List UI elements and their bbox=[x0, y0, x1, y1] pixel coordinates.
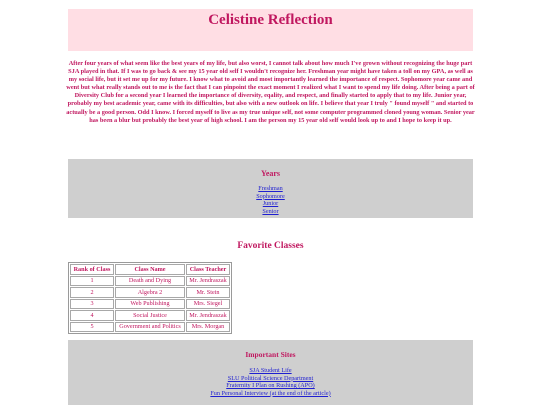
teacher-cell: Mr. Jendraszak bbox=[186, 310, 230, 321]
page-header bbox=[68, 9, 473, 51]
year-link-freshman[interactable]: Freshman bbox=[258, 185, 283, 192]
class-name-cell: Death and Dying bbox=[115, 276, 185, 287]
favorite-classes-table bbox=[68, 262, 232, 334]
teacher-cell: Mr. Jendraszak bbox=[186, 276, 230, 287]
table-row bbox=[70, 299, 230, 310]
rank-cell: 5 bbox=[70, 322, 114, 333]
class-name-cell: Algebra 2 bbox=[115, 287, 185, 298]
year-link-sophomore[interactable]: Sophomore bbox=[256, 192, 285, 200]
table-row bbox=[70, 310, 230, 321]
teacher-cell: Mrs. Siegel bbox=[186, 299, 230, 310]
site-link-personal-interview[interactable]: Fun Personal Interview (at the end of the article) bbox=[210, 389, 331, 397]
favorite-classes-heading: Favorite Classes bbox=[237, 241, 304, 251]
teacher-cell: Mrs. Morgan bbox=[186, 322, 230, 333]
teacher-cell: Mr. Stein bbox=[186, 287, 230, 298]
reflection-essay: After four years of what seem like the best years of my life, but also worst, I cannot talk about how much I've grown without recognizing the huge part SJA played in that. If I was to go back & see my 15 year old self I wouldn't recognize her. Freshman year might have taken a toll on my GPA, as well as my social life, but it set me up for my future. I know what to avoid and most importantly learned the importance of respect. Sophomore year came and went but what really stands out to me is the fact that I can pinpoint the exact moment I realized what I want to spend my life doing. After being a part of Diversity Club for a second year I learned the importance of diversity, eqality, and respect, and finally started to apply that to my life. Junior year, probably my best academic year, came with its difficulties, but also with a new outlook on life. I believe that year I truly " found myself " and started to actually be a good person. Odd I know. I forced myself to live as my true unique self, not some computer programmed cloned young woman. Senior year has been a blur but probably the best year of high school. I am the person my 15 year old self would look up to and I hope to keep it up. bbox=[66, 60, 475, 124]
class-name-cell: Government and Politics bbox=[115, 322, 185, 333]
important-sites-section bbox=[68, 340, 473, 405]
site-link-sja-student-life[interactable]: SJA Student Life bbox=[249, 367, 292, 374]
years-heading: Years bbox=[260, 169, 281, 178]
column-header-class-name: Class Name bbox=[115, 264, 185, 275]
important-sites-heading: Important Sites bbox=[245, 350, 296, 359]
years-link-list bbox=[68, 185, 473, 215]
table-row bbox=[70, 276, 230, 287]
class-name-cell: Social Justice bbox=[115, 310, 185, 321]
column-header-rank: Rank of Class bbox=[70, 264, 114, 275]
table-row bbox=[70, 287, 230, 298]
rank-cell: 2 bbox=[70, 287, 114, 298]
table-row bbox=[70, 322, 230, 333]
rank-cell: 1 bbox=[70, 276, 114, 287]
sites-link-list bbox=[68, 367, 473, 397]
page-title: Celistine Reflection bbox=[208, 12, 333, 28]
rank-cell: 3 bbox=[70, 299, 114, 310]
years-section bbox=[68, 159, 473, 218]
rank-cell: 4 bbox=[70, 310, 114, 321]
year-link-senior[interactable]: Senior bbox=[262, 207, 279, 215]
site-link-slu-political-science[interactable]: SLU Political Science Department bbox=[227, 374, 314, 382]
class-name-cell: Web Publishing bbox=[115, 299, 185, 310]
column-header-class-teacher: Class Teacher bbox=[186, 264, 230, 275]
site-link-fraternity-apo[interactable]: Fraternity I Plan on Rushing (APO) bbox=[226, 382, 315, 390]
table-header-row bbox=[70, 264, 230, 275]
year-link-junior[interactable]: Junior bbox=[262, 200, 279, 208]
